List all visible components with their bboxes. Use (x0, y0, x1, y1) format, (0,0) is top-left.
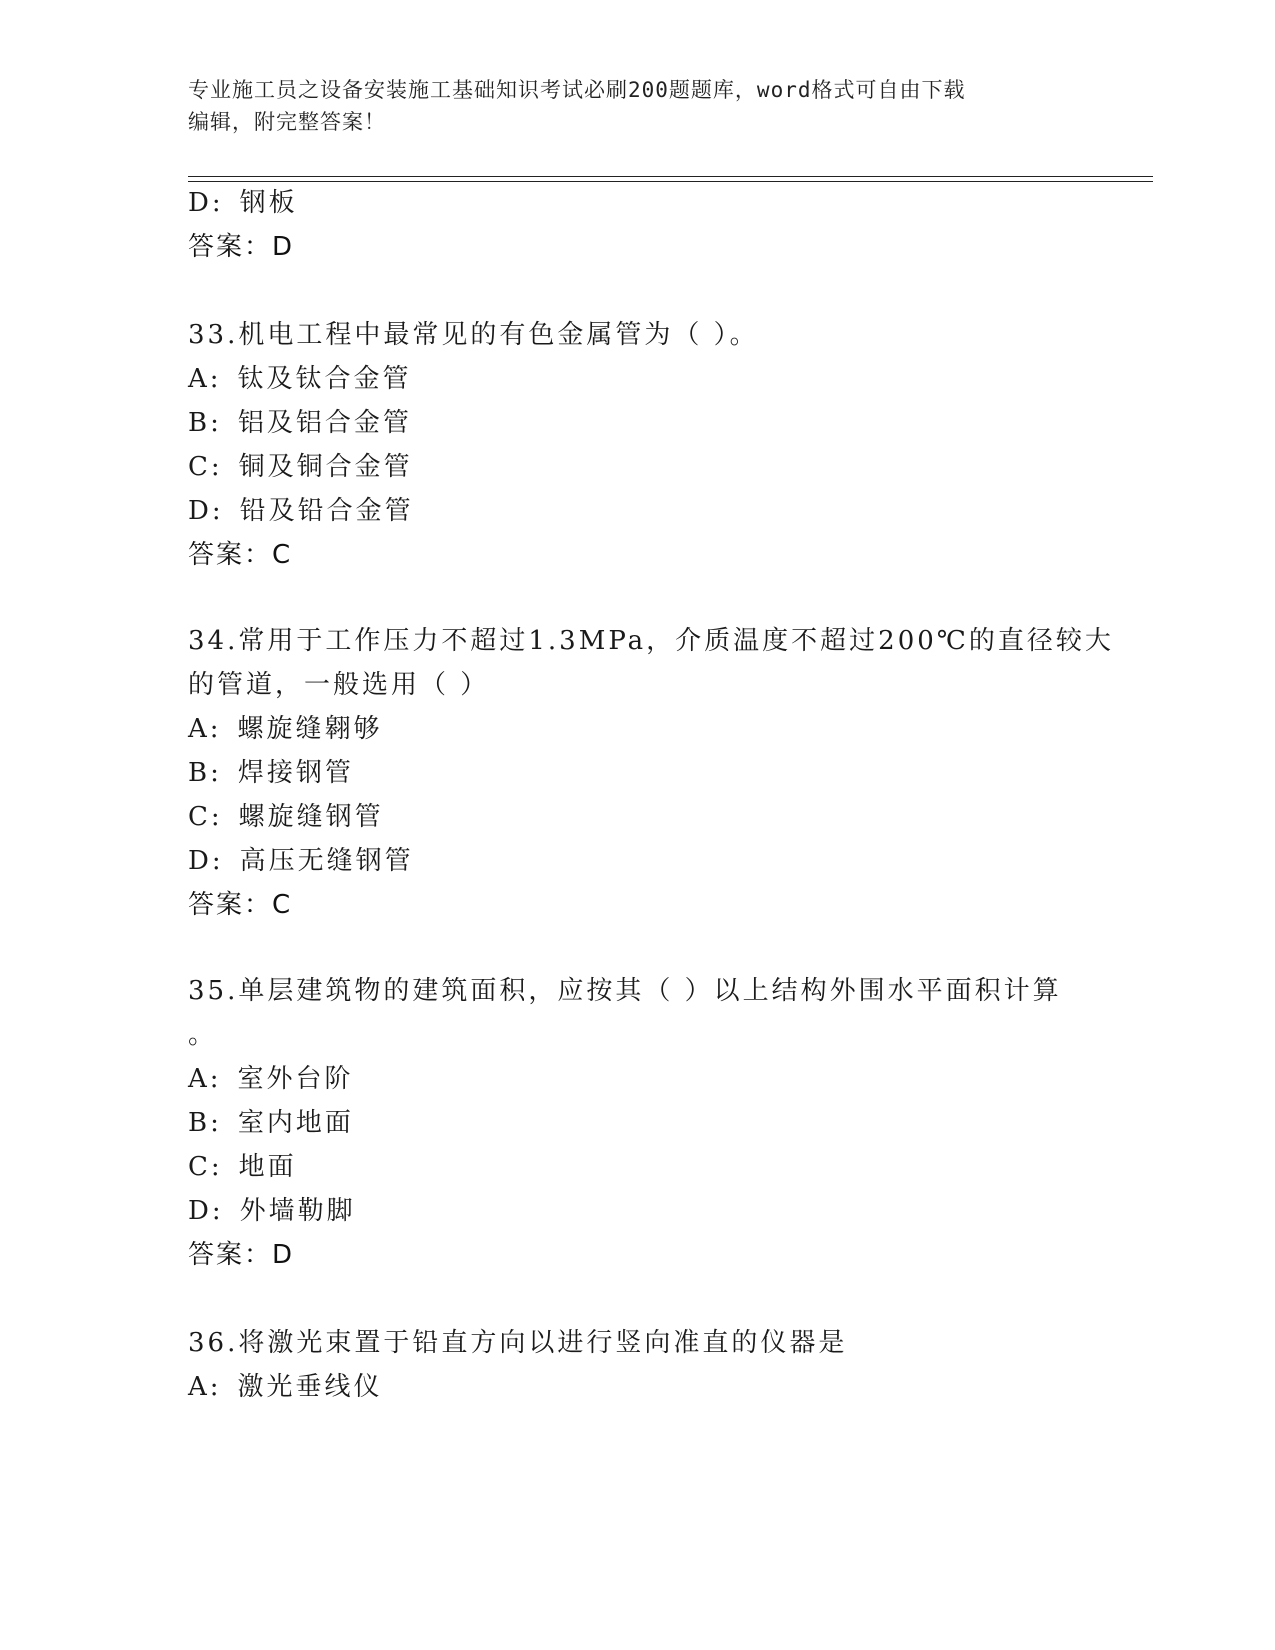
answer-label: 答案： (188, 232, 273, 262)
question-36 (188, 1326, 847, 1360)
option-text: 铜及铜合金管 (238, 452, 413, 482)
question-text: 机电工程中最常见的有色金属管为（ ）。 (238, 320, 759, 350)
option-b (188, 1106, 354, 1140)
answer-label: 答案： (188, 540, 273, 570)
answer-line (188, 230, 294, 264)
option-text: 地面 (238, 1152, 297, 1182)
question-33 (188, 318, 759, 352)
question-text: 。 (188, 1020, 218, 1050)
option-label: D: (188, 496, 224, 526)
option-label: A: (188, 364, 222, 394)
option-d (188, 494, 414, 528)
question-text: 常用于工作压力不超过1.3MPa，介质温度不超过200℃的直径较大 (238, 626, 1114, 656)
question-35-continued (188, 1018, 217, 1052)
option-b (188, 406, 412, 440)
question-number: 34. (188, 626, 239, 656)
question-35 (188, 974, 1062, 1008)
option-text: 高压无缝钢管 (239, 846, 414, 876)
header-title-line-1: 专业施工员之设备安装施工基础知识考试必刷200题题库，word格式可自由下载 (188, 78, 966, 102)
option-label: B: (188, 408, 222, 438)
option-label: D: (188, 188, 224, 218)
option-b (188, 756, 354, 790)
option-label: C: (188, 452, 223, 482)
option-text: 螺旋缝翱够 (237, 714, 383, 744)
question-number: 33. (188, 320, 239, 350)
option-text: 焊接钢管 (237, 758, 354, 788)
option-text: 钢板 (239, 188, 298, 218)
answer-value: D (272, 232, 295, 262)
question-text: 单层建筑物的建筑面积，应按其（ ）以上结构外围水平面积计算 (238, 976, 1062, 1006)
question-34-continued (188, 668, 489, 702)
option-text: 螺旋缝钢管 (238, 802, 384, 832)
option-label: D: (188, 846, 224, 876)
option-label: C: (188, 802, 223, 832)
option-text: 铅及铅合金管 (239, 496, 414, 526)
question-number: 36. (188, 1328, 239, 1358)
option-c (188, 800, 384, 834)
option-label: B: (188, 1108, 222, 1138)
option-label: A: (188, 1064, 222, 1094)
header-divider-bottom (188, 181, 1153, 182)
answer-line (188, 888, 292, 922)
option-text: 铝及铝合金管 (237, 408, 412, 438)
answer-label: 答案： (188, 890, 273, 920)
option-a (188, 362, 412, 396)
option-d (188, 844, 414, 878)
option-a (188, 1062, 354, 1096)
question-number: 35. (188, 976, 239, 1006)
answer-value: D (272, 1240, 295, 1270)
option-label: D: (188, 1196, 224, 1226)
option-label: B: (188, 758, 222, 788)
question-34 (188, 624, 1114, 658)
option-a (188, 712, 383, 746)
header-title-line-2: 编辑，附完整答案！ (188, 110, 386, 134)
answer-label: 答案： (188, 1240, 273, 1270)
option-d (188, 1194, 356, 1228)
option-text: 激光垂线仪 (237, 1372, 383, 1402)
option-c (188, 1150, 297, 1184)
option-label: C: (188, 1152, 223, 1182)
answer-value: C (272, 540, 293, 570)
header-divider-top (188, 176, 1153, 177)
answer-line (188, 538, 292, 572)
option-a (188, 1370, 383, 1404)
option-c (188, 450, 413, 484)
option-d (188, 186, 298, 220)
option-text: 室外台阶 (237, 1064, 354, 1094)
answer-line (188, 1238, 294, 1272)
option-text: 室内地面 (237, 1108, 354, 1138)
answer-value: C (272, 890, 293, 920)
option-text: 钛及钛合金管 (237, 364, 412, 394)
option-text: 外墙勒脚 (239, 1196, 356, 1226)
document-header (188, 74, 1068, 138)
question-text: 将激光束置于铅直方向以进行竖向准直的仪器是 (238, 1328, 848, 1358)
question-text: 的管道，一般选用（ ） (188, 670, 490, 700)
option-label: A: (188, 1372, 222, 1402)
option-label: A: (188, 714, 222, 744)
